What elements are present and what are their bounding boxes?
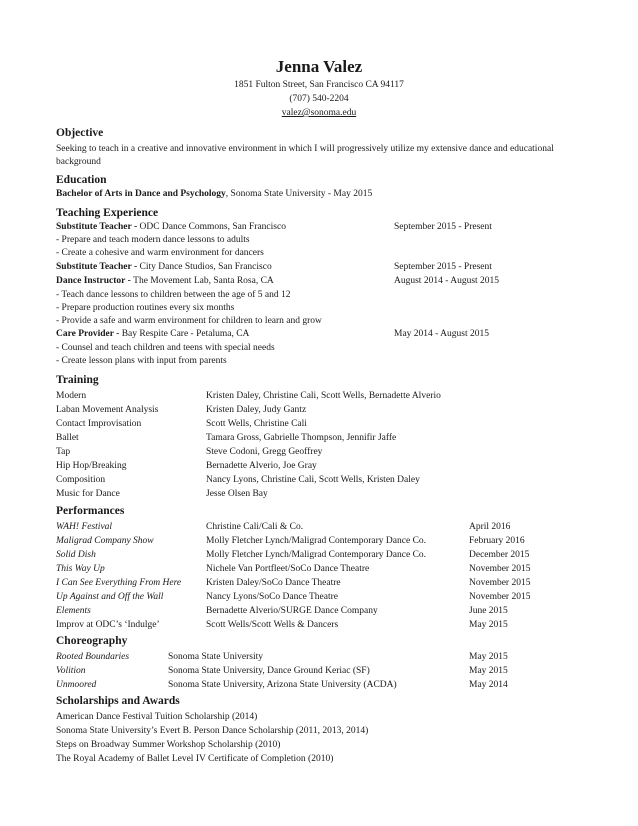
performance-work: Maligrad Company Show	[56, 536, 154, 546]
choreo-work: Unmoored	[56, 680, 97, 690]
job-title: Care Provider -	[56, 329, 122, 339]
job-place: City Dance Studios, San Francisco	[139, 262, 272, 272]
performance-work: WAH! Festival	[56, 522, 113, 532]
training-teachers: Kristen Daley, Judy Gantz	[206, 405, 307, 415]
job-bullet: - Teach dance lessons to children between the age of 5 and 12	[56, 290, 291, 300]
performance-work: Improv at ODC’s ‘Indulge’	[56, 620, 160, 630]
address: 1851 Fulton Street, San Francisco CA 94117	[234, 80, 404, 90]
job-title: Substitute Teacher -	[56, 222, 140, 232]
job-bullet: - Counsel and teach children and teens with special needs	[56, 343, 275, 353]
job-line	[56, 222, 286, 232]
performance-company: Molly Fletcher Lynch/Maligrad Contemporary Dance Co.	[206, 550, 427, 560]
training-subject: Laban Movement Analysis	[56, 405, 159, 415]
choreo-date: May 2014	[469, 680, 508, 690]
training-teachers: Tamara Gross, Gabrielle Thompson, Jennifir Jaffe	[206, 433, 397, 443]
training-subject: Modern	[56, 391, 87, 401]
training-subject: Tap	[56, 447, 71, 457]
scholarship-item: American Dance Festival Tuition Scholarship (2014)	[56, 712, 258, 722]
job-title: Dance Instructor -	[56, 276, 134, 286]
scholarship-item: Steps on Broadway Summer Workshop Scholarship (2010)	[56, 740, 281, 750]
teaching-heading: Teaching Experience	[56, 207, 159, 219]
training-teachers: Jesse Olsen Bay	[206, 489, 268, 499]
scholarship-item: The Royal Academy of Ballet Level IV Certificate of Completion (2010)	[56, 754, 334, 764]
performance-date: June 2015	[469, 606, 508, 616]
performance-work: Solid Dish	[56, 550, 96, 560]
choreo-date: May 2015	[469, 666, 508, 676]
objective-heading: Objective	[56, 127, 104, 139]
job-title: Substitute Teacher -	[56, 262, 140, 272]
job-dates: May 2014 - August 2015	[394, 329, 489, 339]
performances-heading: Performances	[56, 505, 125, 517]
degree: Bachelor of Arts in Dance and Psychology	[56, 189, 226, 199]
job-place: Bay Respite Care - Petaluma, CA	[121, 329, 250, 339]
performance-company: Christine Cali/Cali & Co.	[206, 522, 304, 532]
performance-work: Up Against and Off the Wall	[56, 592, 164, 602]
performance-company: Nichele Van Portfleet/SoCo Dance Theatre	[206, 564, 370, 574]
choreo-venue: Sonoma State University, Arizona State University (ACDA)	[168, 680, 397, 690]
choreo-work: Volition	[56, 666, 86, 676]
training-teachers: Nancy Lyons, Christine Cali, Scott Wells, Kristen Daley	[206, 475, 420, 485]
choreography-heading: Choreography	[56, 635, 128, 647]
performance-date: December 2015	[469, 550, 530, 560]
email-link[interactable]: valez@sonoma.edu	[281, 108, 357, 118]
training-teachers: Kristen Daley, Christine Cali, Scott Wells, Bernadette Alverio	[206, 391, 441, 401]
objective-text: Seeking to teach in a creative and innovative environment in which I will progressively utilize my extensive dance and educational background	[56, 144, 554, 167]
choreo-venue: Sonoma State University	[168, 652, 263, 662]
performance-company: Molly Fletcher Lynch/Maligrad Contemporary Dance Co.	[206, 536, 427, 546]
training-subject: Contact Improvisation	[56, 419, 142, 429]
education-detail: , Sonoma State University - May 2015	[225, 189, 373, 199]
training-subject: Music for Dance	[56, 489, 120, 499]
job-bullet: - Prepare and teach modern dance lessons to adults	[56, 235, 250, 245]
scholarships-heading: Scholarships and Awards	[56, 695, 180, 707]
training-teachers: Scott Wells, Christine Cali	[206, 419, 307, 429]
job-bullet: - Create a cohesive and warm environment for dancers	[56, 248, 264, 258]
training-heading: Training	[56, 374, 99, 386]
performance-date: November 2015	[469, 578, 531, 588]
resume-name: Jenna Valez	[275, 57, 363, 76]
job-place: The Movement Lab, Santa Rosa, CA	[133, 276, 274, 286]
performance-date: November 2015	[469, 592, 531, 602]
performance-date: February 2016	[469, 536, 525, 546]
performance-work: I Can See Everything From Here	[56, 578, 182, 588]
job-bullet: - Provide a safe and warm environment for children to learn and grow	[56, 316, 322, 326]
performance-company: Nancy Lyons/SoCo Dance Theatre	[206, 592, 338, 602]
job-line	[56, 329, 249, 339]
phone: (707) 540-2204	[289, 94, 349, 104]
training-subject: Hip Hop/Breaking	[56, 461, 127, 471]
performance-work: This Way Up	[56, 564, 105, 574]
job-dates: September 2015 - Present	[394, 262, 492, 272]
performance-date: May 2015	[469, 620, 508, 630]
job-place: ODC Dance Commons, San Francisco	[139, 222, 286, 232]
job-bullet: - Create lesson plans with input from parents	[56, 356, 227, 366]
performance-date: November 2015	[469, 564, 531, 574]
job-line	[56, 276, 274, 286]
performance-date: April 2016	[469, 522, 511, 532]
training-teachers: Bernadette Alverio, Joe Gray	[206, 461, 317, 471]
training-subject: Composition	[56, 475, 106, 485]
job-dates: August 2014 - August 2015	[394, 276, 500, 286]
education-line	[56, 189, 372, 199]
choreo-venue: Sonoma State University, Dance Ground Keriac (SF)	[168, 666, 370, 676]
choreo-work: Rooted Boundaries	[56, 652, 130, 662]
education-heading: Education	[56, 174, 107, 186]
performance-company: Scott Wells/Scott Wells & Dancers	[206, 620, 339, 630]
job-line	[56, 262, 272, 272]
performance-company: Kristen Daley/SoCo Dance Theatre	[206, 578, 341, 588]
training-subject: Ballet	[56, 433, 79, 443]
job-bullet: - Prepare production routines every six months	[56, 303, 235, 313]
training-teachers: Steve Codoni, Gregg Geoffrey	[206, 447, 323, 457]
performance-work: Elements	[56, 606, 91, 616]
scholarship-item: Sonoma State University’s Evert B. Person Dance Scholarship (2011, 2013, 2014)	[56, 726, 369, 736]
job-dates: September 2015 - Present	[394, 222, 492, 232]
choreo-date: May 2015	[469, 652, 508, 662]
performance-company: Bernadette Alverio/SURGE Dance Company	[206, 606, 378, 616]
